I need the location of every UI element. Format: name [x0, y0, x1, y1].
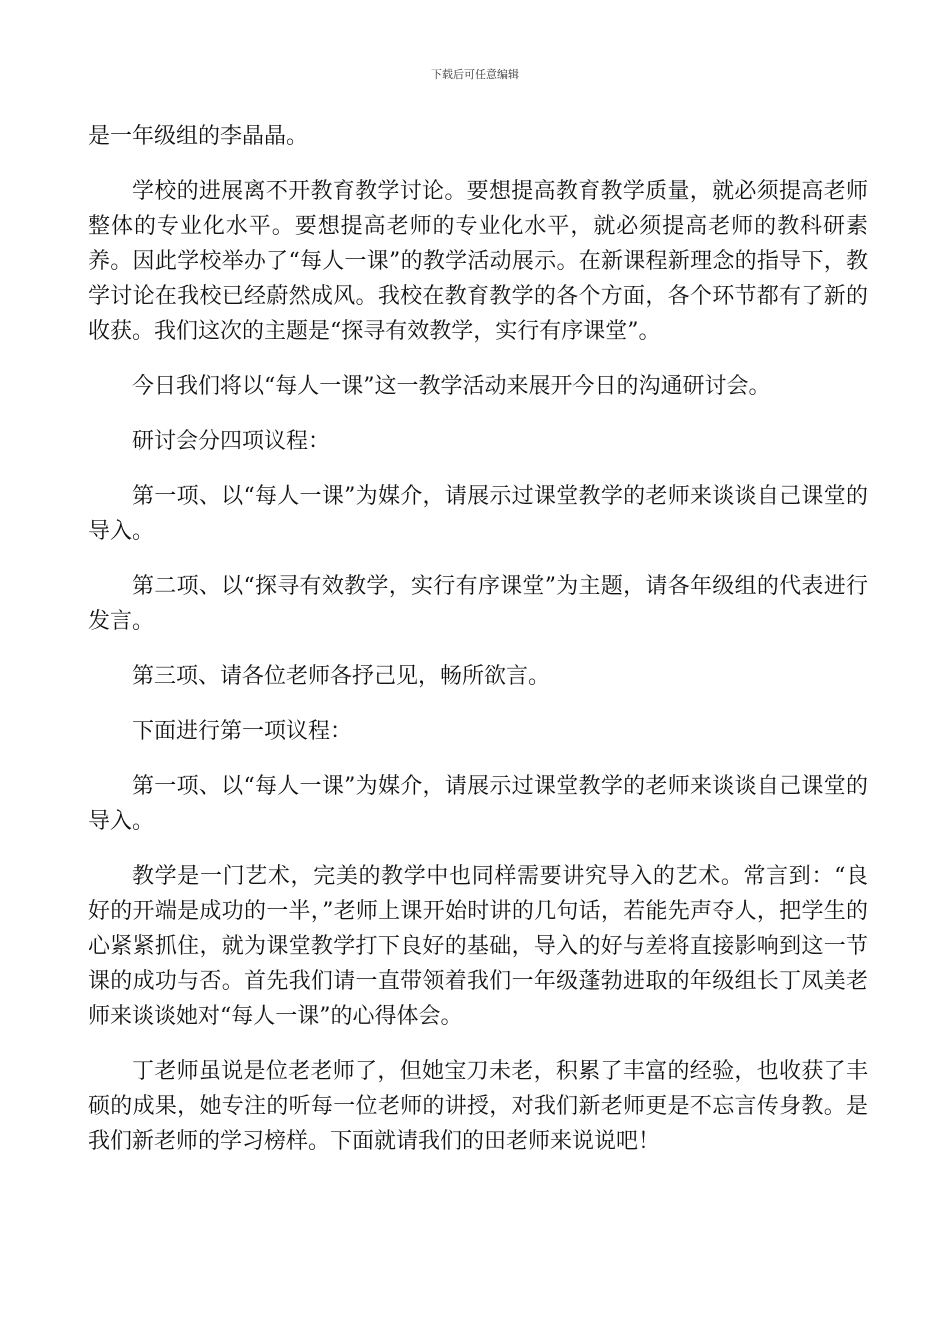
- paragraph: 第一项、以“每人一课”为媒介，请展示过课堂教学的老师来谈谈自己课堂的导入。: [88, 484, 868, 544]
- paragraph: 学校的进展离不开教育教学讨论。要想提高教育教学质量，就必须提高老师整体的专业化水平。要想提高老师的专业化水平，就必须提高老师的教科研素养。因此学校举办了“每人一课”的教学活动展示。在新课程新理念的指导下，教学讨论在我校已经蔚然成风。我校在教育教学的各个方面，各个环节都有了新的收获。我们这次的主题是“探寻有效教学，实行有序课堂”。: [88, 179, 868, 344]
- paragraph: 第三项、请各位老师各抒己见，畅所欲言。: [132, 664, 551, 689]
- paragraph: 丁老师虽说是位老老师了，但她宝刀未老，积累了丰富的经验，也收获了丰硕的成果，她专注的听每一位老师的讲授，对我们新老师更是不忘言传身教。是我们新老师的学习榜样。下面就请我们的田老师来说说吧！: [88, 1059, 868, 1154]
- paragraph: 研讨会分四项议程：: [132, 429, 331, 454]
- paragraph: 第一项、以“每人一课”为媒介，请展示过课堂教学的老师来谈谈自己课堂的导入。: [88, 774, 868, 834]
- paragraph: 是一年级组的李晶晶。: [88, 124, 309, 149]
- page-header: 下载后可任意编辑: [431, 68, 519, 81]
- document-body: [88, 119, 868, 1179]
- paragraph: 今日我们将以“每人一课”这一教学活动来展开今日的沟通研讨会。: [132, 374, 771, 399]
- paragraph: 教学是一门艺术，完美的教学中也同样需要讲究导入的艺术。常言到：“良好的开端是成功的一半，”老师上课开始时讲的几句话，若能先声夺人，把学生的心紧紧抓住，就为课堂教学打下良好的基础，导入的好与差将直接影响到这一节课的成功与否。首先我们请一直带领着我们一年级蓬勃进取的年级组长丁凤美老师来谈谈她对“每人一课”的心得体会。: [88, 864, 868, 1029]
- paragraph: 下面进行第一项议程：: [132, 719, 353, 744]
- paragraph: 第二项、以“探寻有效教学，实行有序课堂”为主题，请各年级组的代表进行发言。: [88, 574, 868, 634]
